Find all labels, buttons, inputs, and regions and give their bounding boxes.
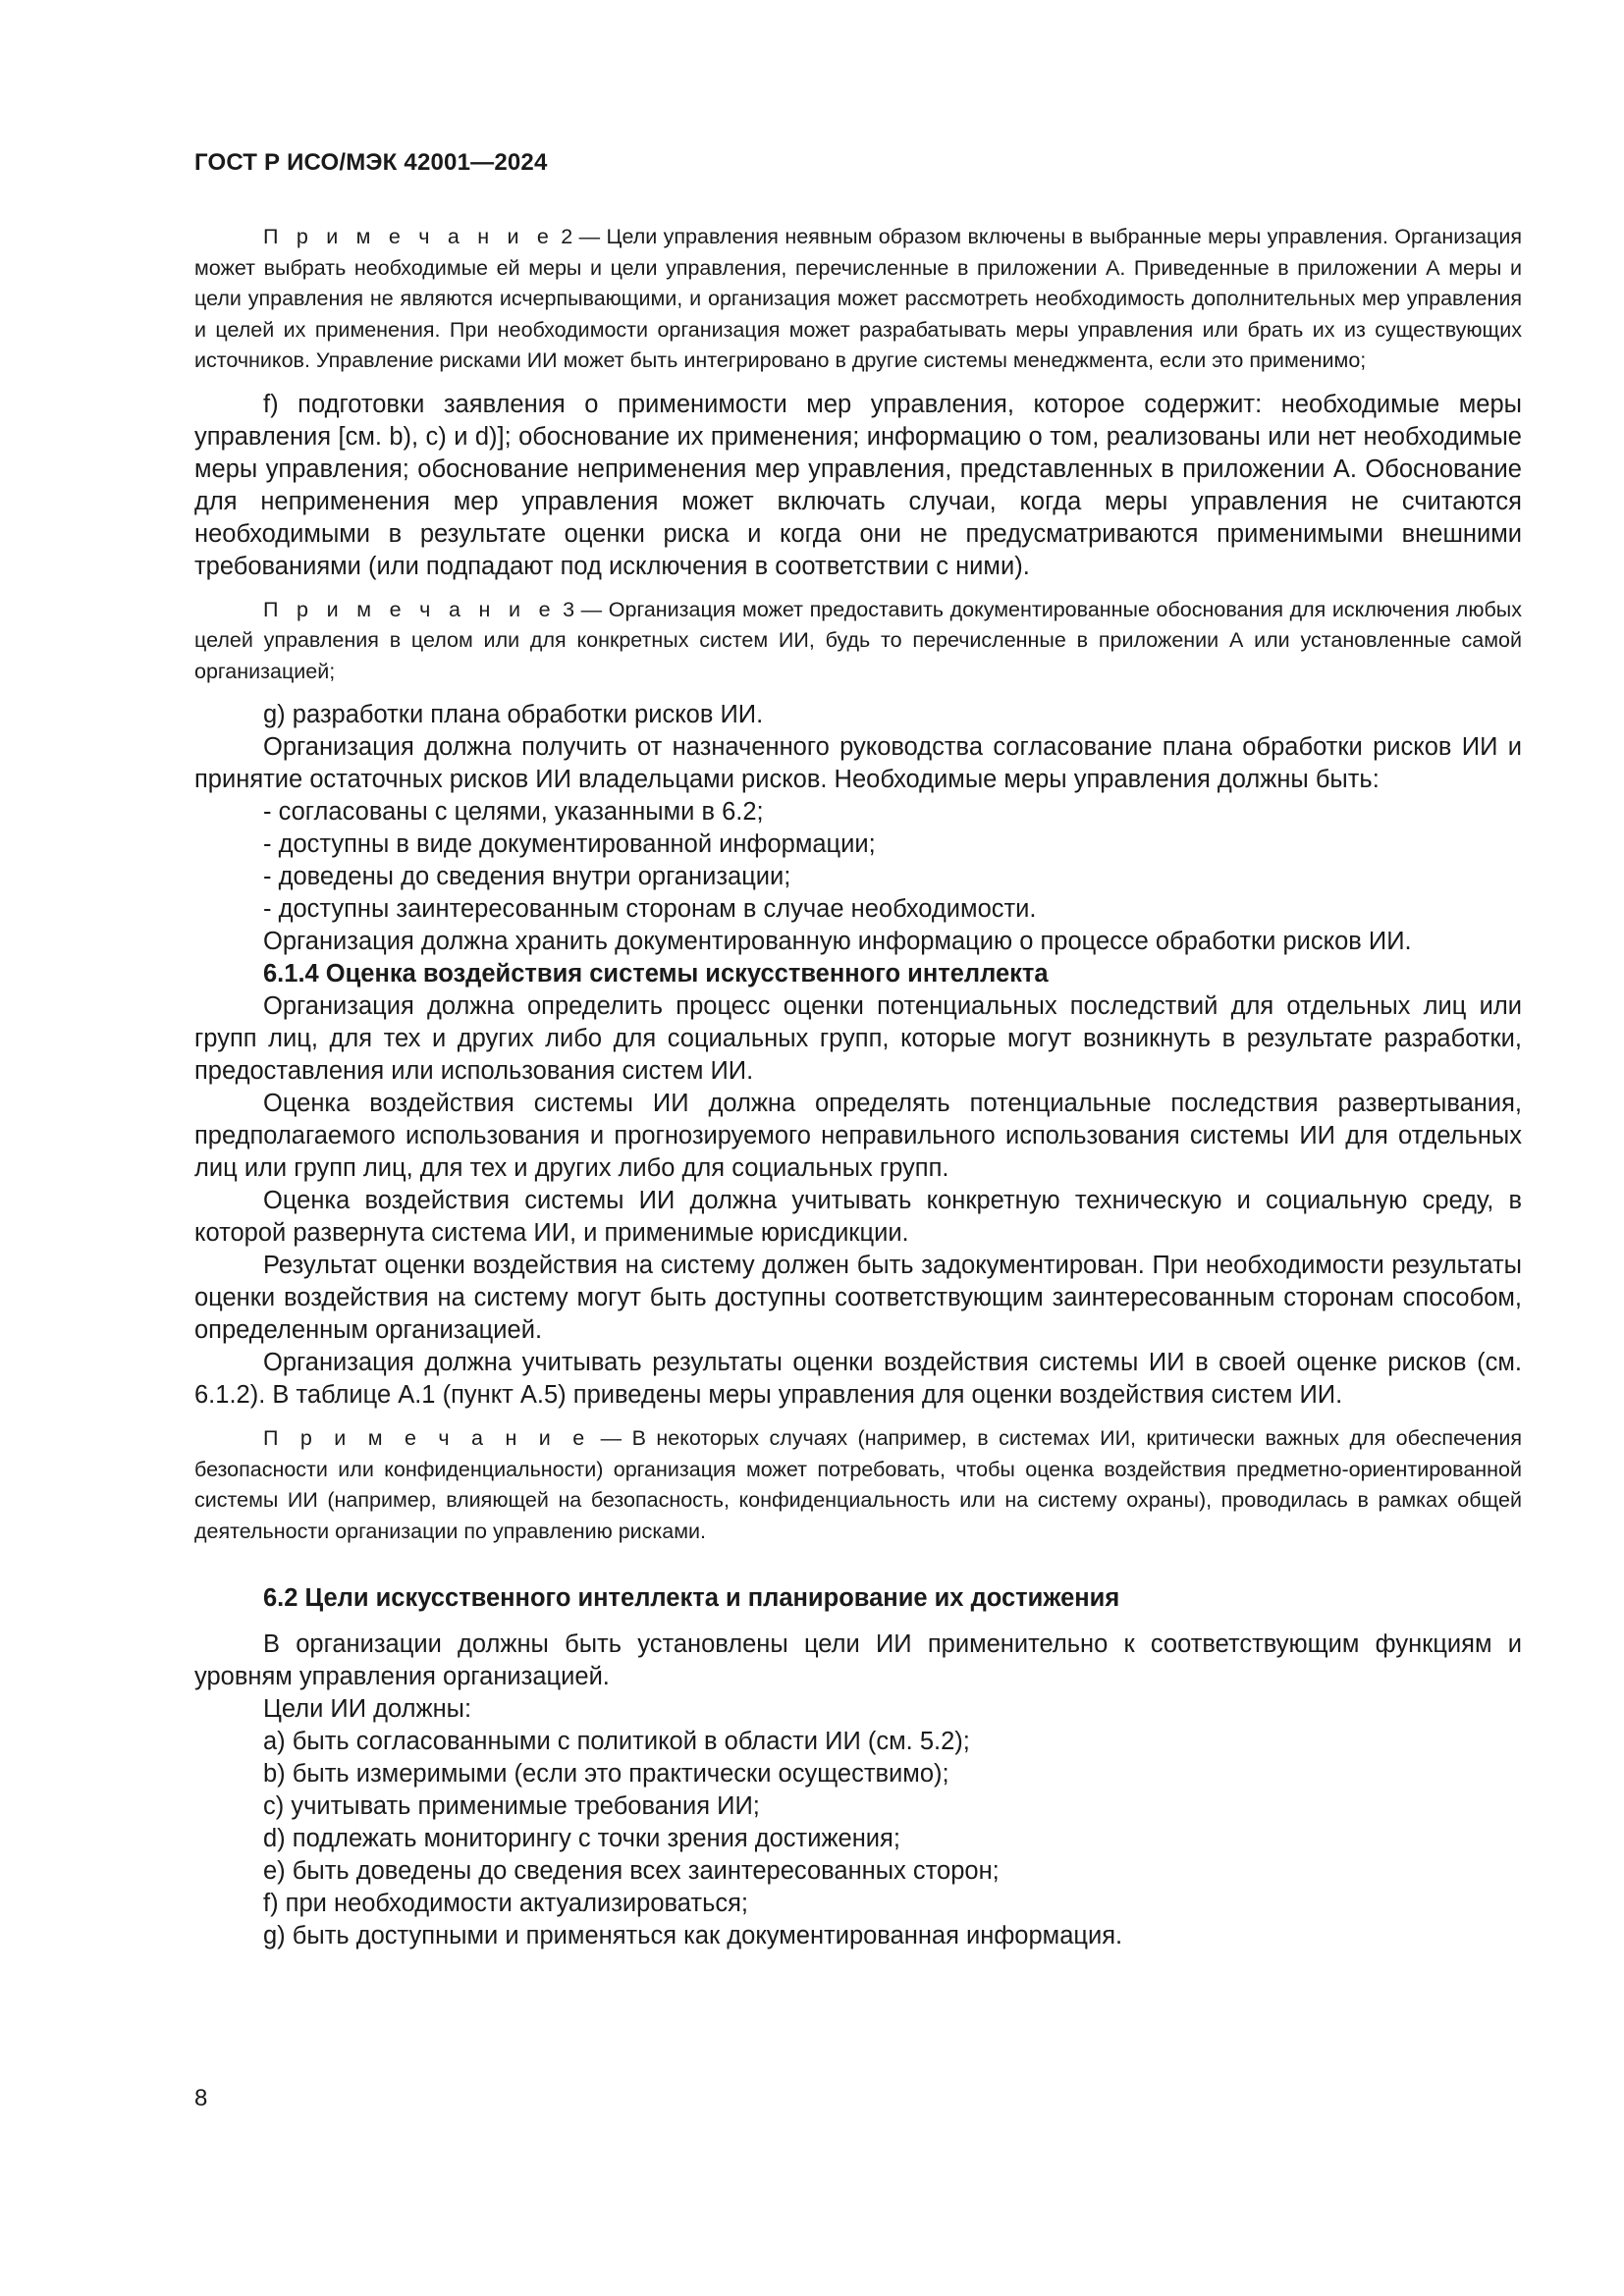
list-item: d) подлежать мониторингу с точки зрения достижения; [263,1825,900,1852]
section-heading-6-2: 6.2 Цели искусственного интеллекта и планирование их достижения [263,1584,1120,1612]
paragraph: Организация должна определить процесс оценки потенциальных последствий для отдельных лиц или групп лиц, для тех и других либо для социальных групп, которые могут возникнуть в результате разработки, предоставления или использования систем ИИ. [194,992,1522,1085]
note-final [194,1423,1522,1547]
note-label: П р и м е ч а н и е [263,225,555,248]
note-text: — В некоторых случаях (например, в системах ИИ, критически важных для обеспечения безопасности или конфиденциальности) организация может потребовать, чтобы оценка воздействия предметно-ориентированной системы ИИ (например, влияющей на безопасность, конфиденциальность или на систему охраны), проводилась в рамках общей деятельности организации по управлению рисками. [194,1426,1522,1543]
note-2 [194,222,1522,377]
list-item-f: f) подготовки заявления о применимости мер управления, которое содержит: необходимые меры управления [см. b), с) и d)]; обоснование их применения; информацию о том, реализованы или нет необходимые меры управления; обоснование неприменения мер управления, представленных в приложении А. Обоснование для неприменения мер управления может включать случаи, когда меры управления не считаются необходимыми в результате оценки риска и когда они не предусматриваются применимыми внешними требованиями (или подпадают под исключения в соответствии с ними). [194,390,1522,580]
bullet-item: - доступны в виде документированной информации; [263,830,876,858]
note-text: 2 — Цели управления неявным образом включены в выбранные меры управления. Организация может выбрать необходимые ей меры и цели управления, перечисленные в приложении А. Приведенные в приложении А меры и цели управления не являются исчерпывающими, и организация может рассмотреть необходимость дополнительных мер управления и целей их применения. При необходимости организация может разрабатывать меры управления или брать их из существующих источников. Управление рисками ИИ может быть интегрировано в другие системы менеджмента, если это применимо; [194,225,1522,372]
list-item: c) учитывать применимые требования ИИ; [263,1792,760,1820]
note-text: 3 — Организация может предоставить документированные обоснования для исключения любых целей управления в целом или для конкретных систем ИИ, будь то перечисленные в приложении А или установленные самой организацией; [194,597,1522,683]
bullet-item: - согласованы с целями, указанными в 6.2; [263,798,764,826]
bullet-item: - доведены до сведения внутри организации; [263,863,791,890]
paragraph-lead: Цели ИИ должны: [263,1695,472,1723]
document-header: ГОСТ Р ИСО/МЭК 42001—2024 [194,149,548,176]
note-label: П р и м е ч а н и е [263,1426,591,1450]
list-item-g: g) разработки плана обработки рисков ИИ. [263,701,764,728]
section-heading-6-1-4: 6.1.4 Оценка воздействия системы искусственного интеллекта [263,960,1049,988]
paragraph-approval: Организация должна получить от назначенного руководства согласование плана обработки рисков ИИ и принятие остаточных рисков ИИ владельцами рисков. Необходимые меры управления должны быть: [194,733,1522,793]
list-item: e) быть доведены до сведения всех заинтересованных сторон; [263,1857,1000,1885]
list-item: a) быть согласованными с политикой в области ИИ (см. 5.2); [263,1728,970,1755]
paragraph: Оценка воздействия системы ИИ должна определять потенциальные последствия развертывания, предполагаемого использования и прогнозируемого неправильного использования системы ИИ для отдельных лиц или групп лиц, для тех и других либо для социальных групп. [194,1090,1522,1182]
list-item: g) быть доступными и применяться как документированная информация. [263,1922,1123,1949]
paragraph: Организация должна учитывать результаты оценки воздействия системы ИИ в своей оценке рисков (см. 6.1.2). В таблице А.1 (пункт А.5) приведены меры управления для оценки воздействия систем ИИ. [194,1349,1522,1409]
list-item: b) быть измеримыми (если это практически осуществимо); [263,1760,949,1788]
paragraph: Оценка воздействия системы ИИ должна учитывать конкретную техническую и социальную среду, в которой развернута система ИИ, и применимые юрисдикции. [194,1187,1522,1247]
document-body [194,222,1522,1952]
paragraph-intro: В организации должны быть установлены цели ИИ применительно к соответствующим функциям и уровням управления организацией. [194,1630,1522,1690]
page-number: 8 [194,2085,208,2111]
note-label: П р и м е ч а н и е [263,597,557,621]
paragraph: Результат оценки воздействия на систему должен быть задокументирован. При необходимости результаты оценки воздействия на систему могут быть доступны соответствующим заинтересованным сторонам способом, определенным организацией. [194,1252,1522,1344]
bullet-item: - доступны заинтересованным сторонам в случае необходимости. [263,895,1037,923]
paragraph-retain: Организация должна хранить документированную информацию о процессе обработки рисков ИИ. [263,928,1412,955]
note-3 [194,595,1522,688]
list-item: f) при необходимости актуализироваться; [263,1890,749,1917]
